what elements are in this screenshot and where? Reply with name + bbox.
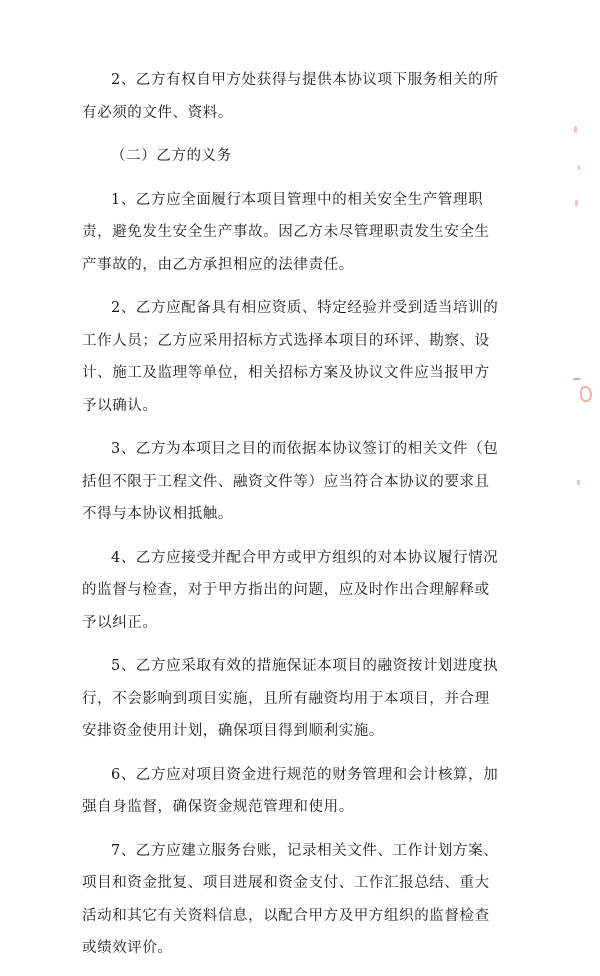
obligation-clause-2: 2、乙方应配备具有相应资质、特定经验并受到适当培训的工作人员；乙方应采用招标方式选择本项目的环评、勘察、设计、施工及监理等单位，相关招标方案及协议文件应当报甲方予以确认。 (82, 300, 499, 414)
obligation-clause-6: 6、乙方应对项目资金进行规范的财务管理和会计核算，加强自身监督，确保资金规范管理和使用。 (82, 766, 499, 815)
obligation-clause-7: 7、乙方应建立服务台账，记录相关文件、工作计划方案、项目和资金批复、项目进展和资金支付、工作汇报总结、重大活动和其它有关资料信息，以配合甲方及甲方组织的监督检查或绩效评价。 (82, 842, 499, 956)
seal-edge-mark (575, 200, 578, 206)
seal-edge-mark (577, 480, 580, 485)
obligation-clause-4: 4、乙方应接受并配合甲方或甲方组织的对本协议履行情况的监督与检查，对于甲方指出的问题，应及时作出合理解释或予以纠正。 (82, 549, 499, 631)
seal-edge-mark (578, 165, 580, 170)
document-body (82, 64, 502, 976)
seal-edge-mark (573, 378, 580, 380)
seal-edge-mark (574, 126, 577, 133)
obligation-clause-3: 3、乙方为本项目之目的而依据本协议签订的相关文件（包括但不限于工程文件、融资文件等）应当符合本协议的要求且不得与本协议相抵触。 (82, 441, 499, 522)
seal-edge-mark (580, 386, 592, 402)
obligation-clause-5: 5、乙方应采取有效的措施保证本项目的融资按计划进度执行，不会影响到项目实施，且所有融资均用于本项目，并合理安排资金使用计划，确保项目得到顺利实施。 (82, 658, 499, 739)
right-clause-2: 2、乙方有权自甲方处获得与提供本协议项下服务相关的所有必须的文件、资料。 (82, 72, 499, 121)
obligation-clause-1: 1、乙方应全面履行本项目管理中的相关安全生产管理职责，避免发生安全生产事故。因乙方未尽管理职责发生安全生产事故的，由乙方承担相应的法律责任。 (82, 191, 490, 273)
section-heading-obligations: （二）乙方的义务 (111, 148, 232, 164)
